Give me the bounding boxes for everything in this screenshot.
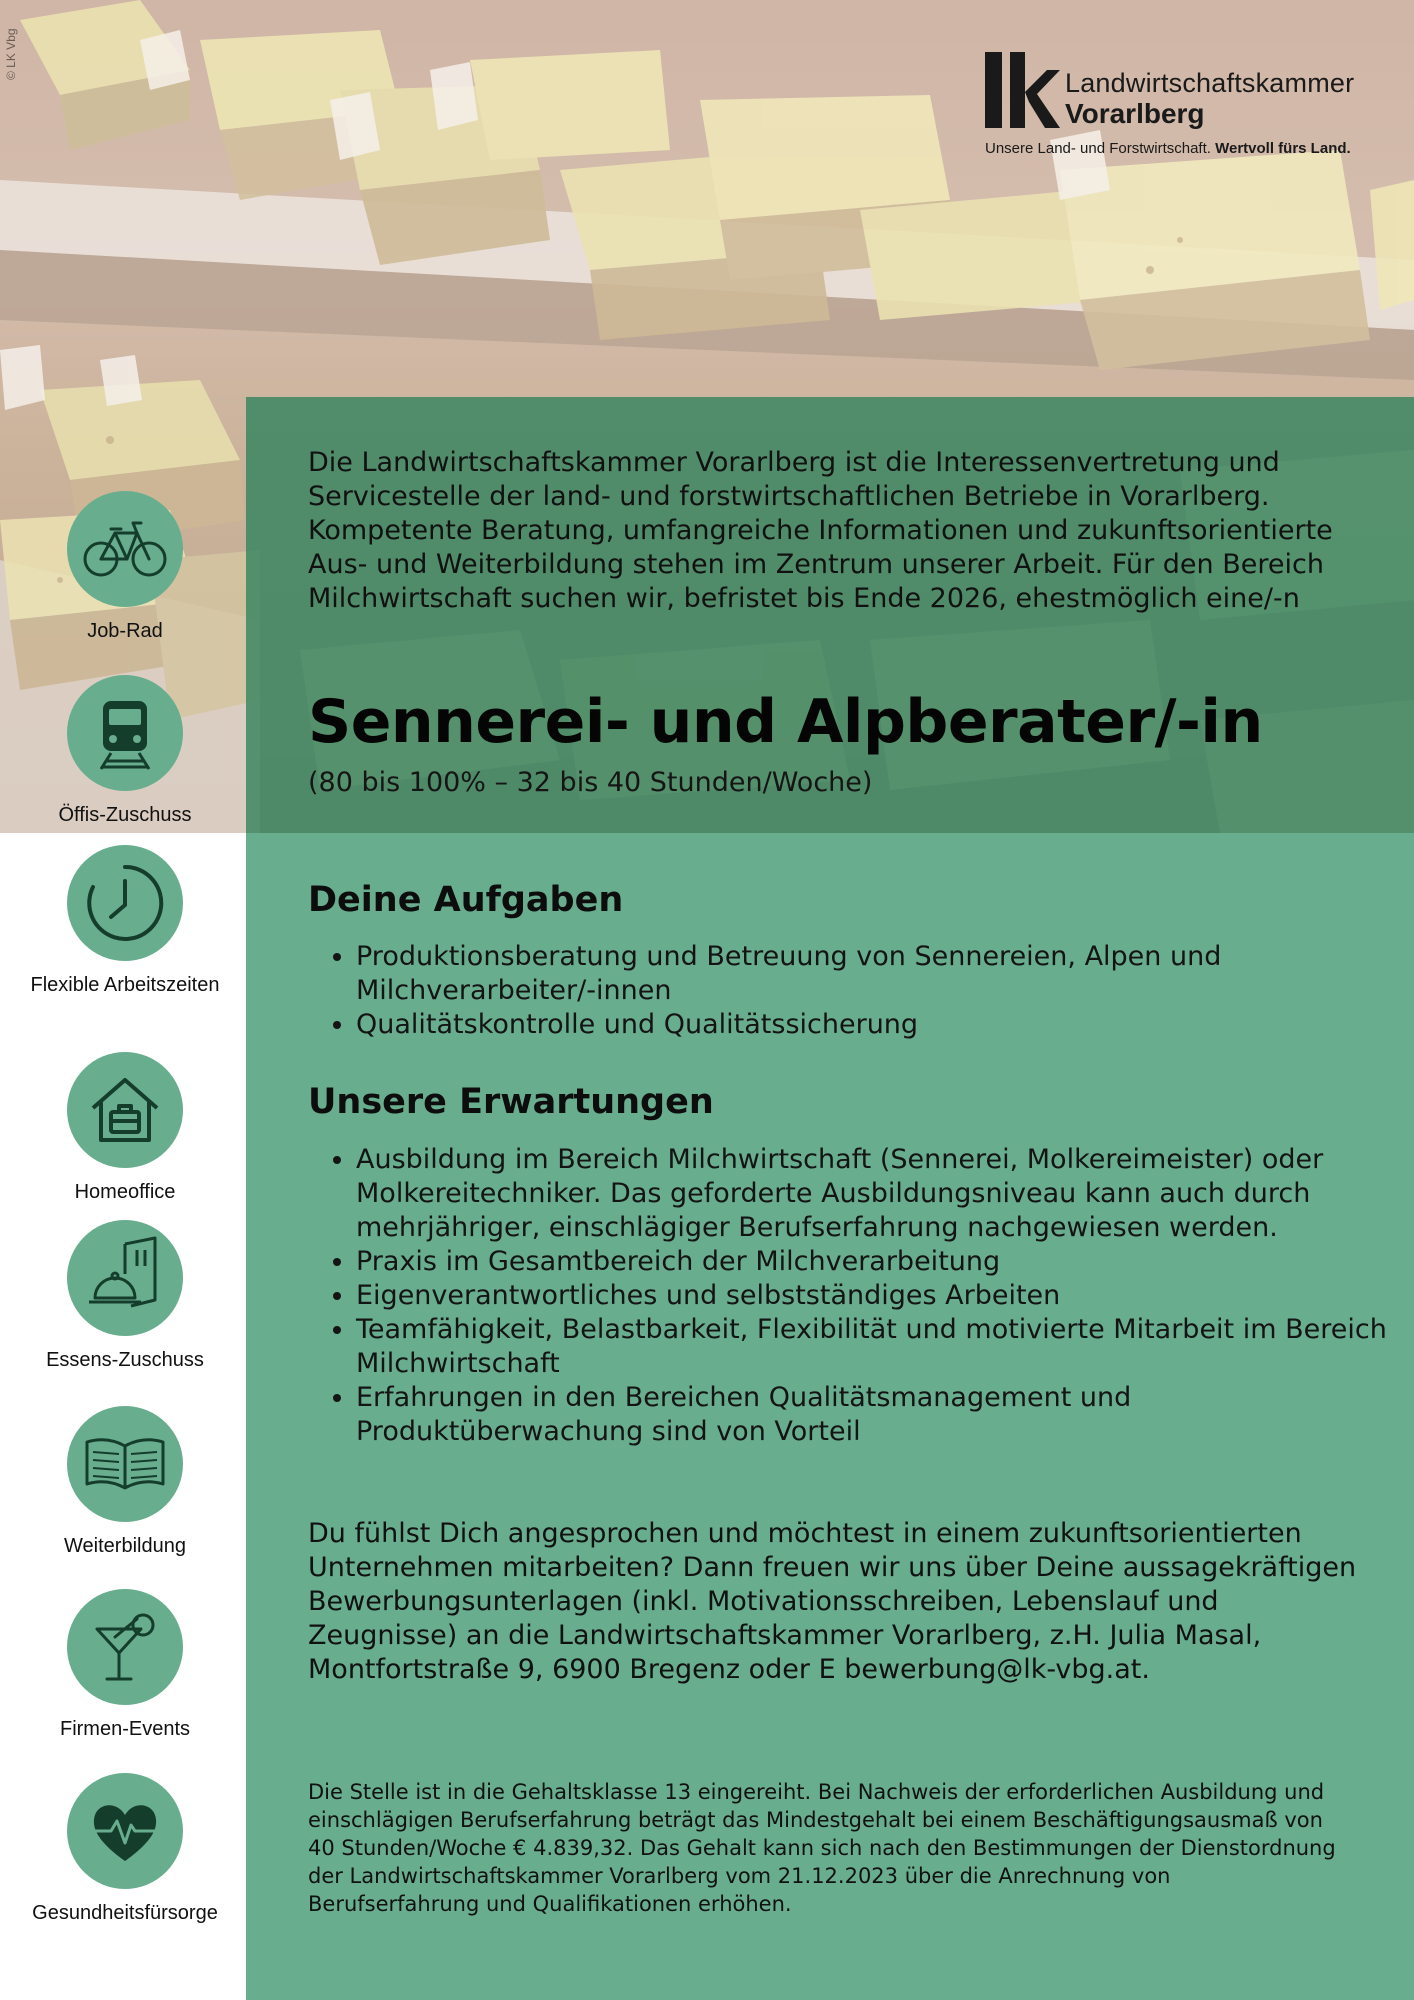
intro-text: Die Landwirtschaftskammer Vorarlberg ist die Interessenvertretung und Servicestelle der land- und forstwirtschaftlichen Betriebe in Vorarlberg. Kompetente Beratung, umfangreiche Informationen und zukunftsorientierte Aus- und Weiterbildung stehen im Zentrum unserer Arbeit. Für den Bereich Milchwirtschaft suchen wir, befristet bis Ende 2026, ehestmöglich eine/-n (308, 447, 1333, 614)
benefit-label: Weiterbildung (64, 1535, 186, 1557)
benefit-circle (67, 1220, 183, 1336)
logo-tagline (985, 140, 1351, 157)
logo-tagline-bold: Wertvoll fürs Land. (1215, 140, 1351, 157)
job-subtitle: (80 bis 100% – 32 bis 40 Stunden/Woche) (308, 767, 873, 798)
house-briefcase-icon (85, 1070, 165, 1150)
salary-text: Die Stelle ist in die Gehaltsklasse 13 eingereiht. Bei Nachweis der erforderlichen Ausbildung und einschlägigen Berufserfahrung beträgt das Mindestgehalt bei einem Beschäftigungsausmaß von 40 Stunden/Woche € 4.839,32. Das Gehalt kann sich nach den Bestimmungen der Dienstordnung der Landwirtschaftskammer Vorarlberg vom 21.12.2023 über die Anrechnung von Berufserfahrung und Qualifikationen erhöhen. (308, 1780, 1336, 1916)
benefit-job-rad (0, 491, 250, 645)
bicycle-icon (77, 501, 173, 597)
logo-text-line2: Vorarlberg (1065, 98, 1205, 129)
benefit-flexible (0, 845, 250, 999)
benefit-circle (67, 675, 183, 791)
application-text: Du fühlst Dich angesprochen und möchtest in einem zukunftsorientierten Unternehmen mitarbeiten? Dann freuen wir uns über Deine aussagekräftigen Bewerbungsunterlagen (inkl. Motivationsschreiben, Lebenslauf und Zeugnisse) an die Landwirtschaftskammer Vorarlberg, z.H. Julia Masal, Montfortstraße 9, 6900 Bregenz oder E bewerbung@lk-vbg.at. (308, 1518, 1357, 1685)
list-item: • Ausbildung im Bereich Milchwirtschaft (Sennerei, Molkereimeister) oder Molkereitechniker. Das geforderte Ausbildungsniveau kann auch durch mehrjähriger, einschlägiger Berufserfahrung nachgewiesen werden. (356, 1143, 1414, 1245)
list-item: • Eigenverantwortliches und selbstständiges Arbeiten (356, 1279, 1414, 1313)
benefit-label: Essens-Zuschuss (46, 1349, 204, 1371)
benefit-circle (67, 845, 183, 961)
benefit-oeffis (0, 675, 250, 829)
tasks-heading: Deine Aufgaben (308, 880, 624, 920)
expectations-heading: Unsere Erwartungen (308, 1082, 714, 1122)
benefit-essen (0, 1220, 250, 1374)
benefit-label: Gesundheitsfürsorge (32, 1902, 218, 1924)
benefit-weiterbildung (0, 1406, 250, 1560)
expectations-list (308, 1143, 1414, 1449)
benefit-label: Firmen-Events (59, 1718, 191, 1740)
benefit-circle (67, 1406, 183, 1522)
open-book-icon (79, 1418, 171, 1510)
list-item: • Praxis im Gesamtbereich der Milchverarbeitung (356, 1245, 1414, 1279)
photo-credit: © LK Vbg (4, 28, 18, 80)
benefit-label: Flexible Arbeitszeiten (30, 974, 220, 996)
clock-icon (83, 861, 167, 945)
tasks-list (308, 940, 1414, 1042)
logo-text-line1: Landwirtschaftskammer (1065, 68, 1355, 98)
logo-tagline-normal: Unsere Land- und Forstwirtschaft. (985, 140, 1211, 157)
benefit-circle (67, 1773, 183, 1889)
benefit-label: Homeoffice (74, 1181, 176, 1203)
list-item: • Produktionsberatung und Betreuung von Sennereien, Alpen und Milchverarbeiter/-innen (356, 940, 1414, 1008)
cocktail-icon (85, 1607, 165, 1687)
train-icon (85, 693, 165, 773)
list-item: • Erfahrungen in den Bereichen Qualitätsmanagement und Produktüberwachung sind von Vorteil (356, 1381, 1414, 1449)
lk-logo (985, 52, 1365, 162)
benefit-circle (67, 491, 183, 607)
benefit-events (0, 1589, 250, 1743)
job-title: Sennerei- und Alpberater/-in (308, 687, 1263, 757)
benefit-label: Job-Rad (87, 620, 163, 642)
benefit-circle (67, 1052, 183, 1168)
benefit-gesundheit (0, 1773, 250, 1927)
benefit-homeoffice (0, 1052, 250, 1206)
list-item: • Qualitätskontrolle und Qualitätssicherung (356, 1008, 1414, 1042)
benefit-circle (67, 1589, 183, 1705)
heart-pulse-icon (87, 1793, 163, 1869)
list-item: • Teamfähigkeit, Belastbarkeit, Flexibilität und motivierte Mitarbeit im Bereich Milchwirtschaft (356, 1313, 1414, 1381)
lk-logo-mark-icon (985, 52, 1060, 130)
cloche-menu-icon (81, 1234, 169, 1322)
benefit-label: Öffis-Zuschuss (58, 804, 192, 826)
